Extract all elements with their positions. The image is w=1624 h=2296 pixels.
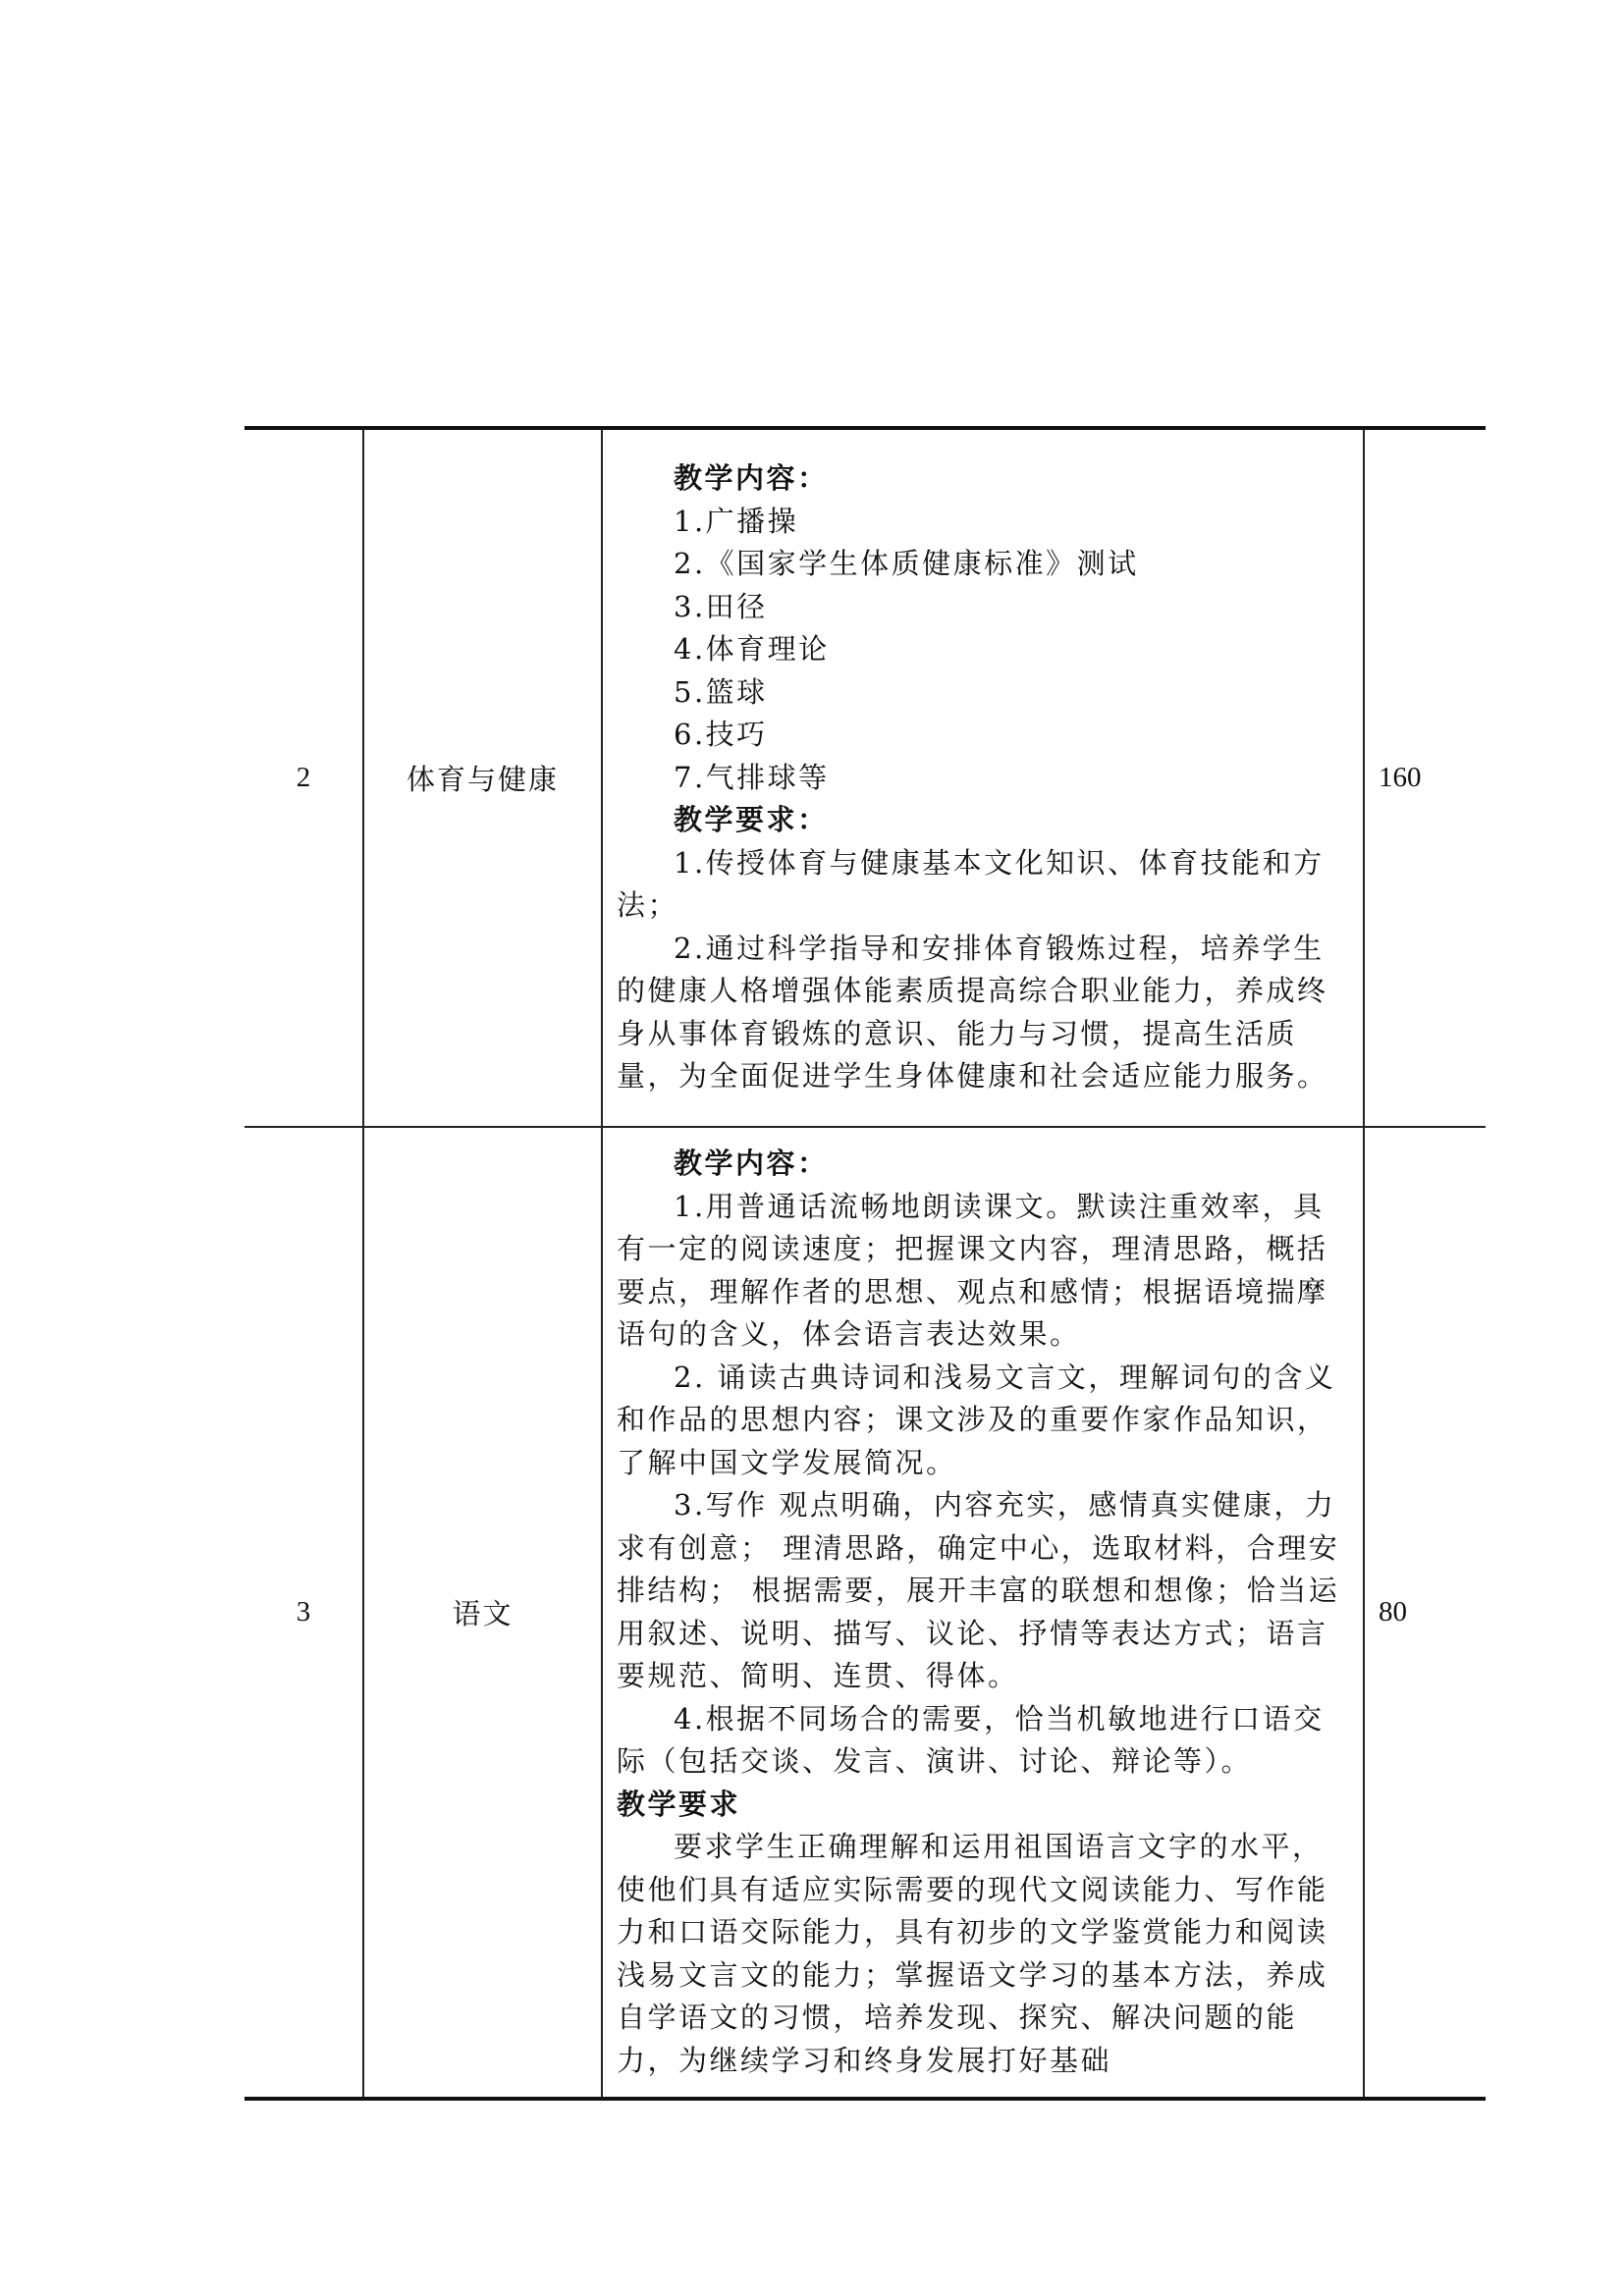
content-item: 7.气排球等 — [674, 760, 830, 794]
course-hours: 160 — [1364, 428, 1486, 1127]
content-item: 1.广播操 — [674, 504, 799, 538]
table-row-pe — [244, 428, 1486, 1127]
course-hours: 80 — [1364, 1127, 1486, 2099]
content-item: 6.技巧 — [674, 718, 768, 752]
content-heading: 教学内容： — [674, 461, 829, 496]
content-item: 4.体育理论 — [674, 632, 830, 667]
content-paragraph: 2. 诵读古典诗词和浅易文言文，理解词句的含义和作品的思想内容；课文涉及的重要作家作品知识，了解中国文学发展简况。 — [617, 1360, 1336, 1479]
course-description — [602, 1127, 1364, 2099]
content-item: 3.田径 — [674, 589, 768, 623]
content-item: 2.《国家学生体质健康标准》测试 — [674, 547, 1139, 581]
table-row-chinese — [244, 1127, 1486, 2099]
course-name: 体育与健康 — [363, 428, 602, 1127]
requirement-heading: 教学要求 — [617, 1787, 741, 1821]
requirement-paragraph: 2.通过科学指导和安排体育锻炼过程，培养学生的健康人格增强体能素质提高综合职业能力，养成终身从事体育锻炼的意识、能力与习惯，提高生活质量，为全面促进学生身体健康和社会适应能力服务。 — [617, 931, 1328, 1094]
content-item: 5.篮球 — [674, 674, 768, 709]
course-table — [244, 426, 1486, 2101]
content-heading: 教学内容： — [674, 1147, 829, 1180]
row-number: 2 — [244, 428, 363, 1127]
content-paragraph: 1.用普通话流畅地朗读课文。默读注重效率，具有一定的阅读速度；把握课文内容，理清思路，概括要点，理解作者的思想、观点和感情；根据语境揣摩语句的含义，体会语言表达效果。 — [617, 1189, 1328, 1351]
course-name: 语文 — [363, 1127, 602, 2099]
requirement-paragraph: 1.传授体育与健康基本文化知识、体育技能和方法； — [617, 845, 1325, 923]
requirement-heading: 教学要求： — [674, 803, 829, 837]
course-description — [602, 428, 1364, 1127]
content-paragraph: 3.写作 观点明确，内容充实，感情真实健康，力求有创意； 理清思路，确定中心，选取材料，合理安排结构； 根据需要，展开丰富的联想和想像；恰当运用叙述、说明、描写、议论、抒情等表达方式；语言要规范、简明、连贯、得体。 — [617, 1488, 1340, 1692]
row-number: 3 — [244, 1127, 363, 2099]
requirement-paragraph: 要求学生正确理解和运用祖国语言文字的水平，使他们具有适应实际需要的现代文阅读能力、写作能力和口语交际能力，具有初步的文学鉴赏能力和阅读浅易文言文的能力；掌握语文学习的基本方法，养成自学语文的习惯，培养发现、探究、解决问题的能力，为继续学习和终身发展打好基础 — [617, 1830, 1328, 2077]
content-paragraph: 4.根据不同场合的需要，恰当机敏地进行口语交际（包括交谈、发言、演讲、讨论、辩论等）。 — [617, 1701, 1325, 1778]
